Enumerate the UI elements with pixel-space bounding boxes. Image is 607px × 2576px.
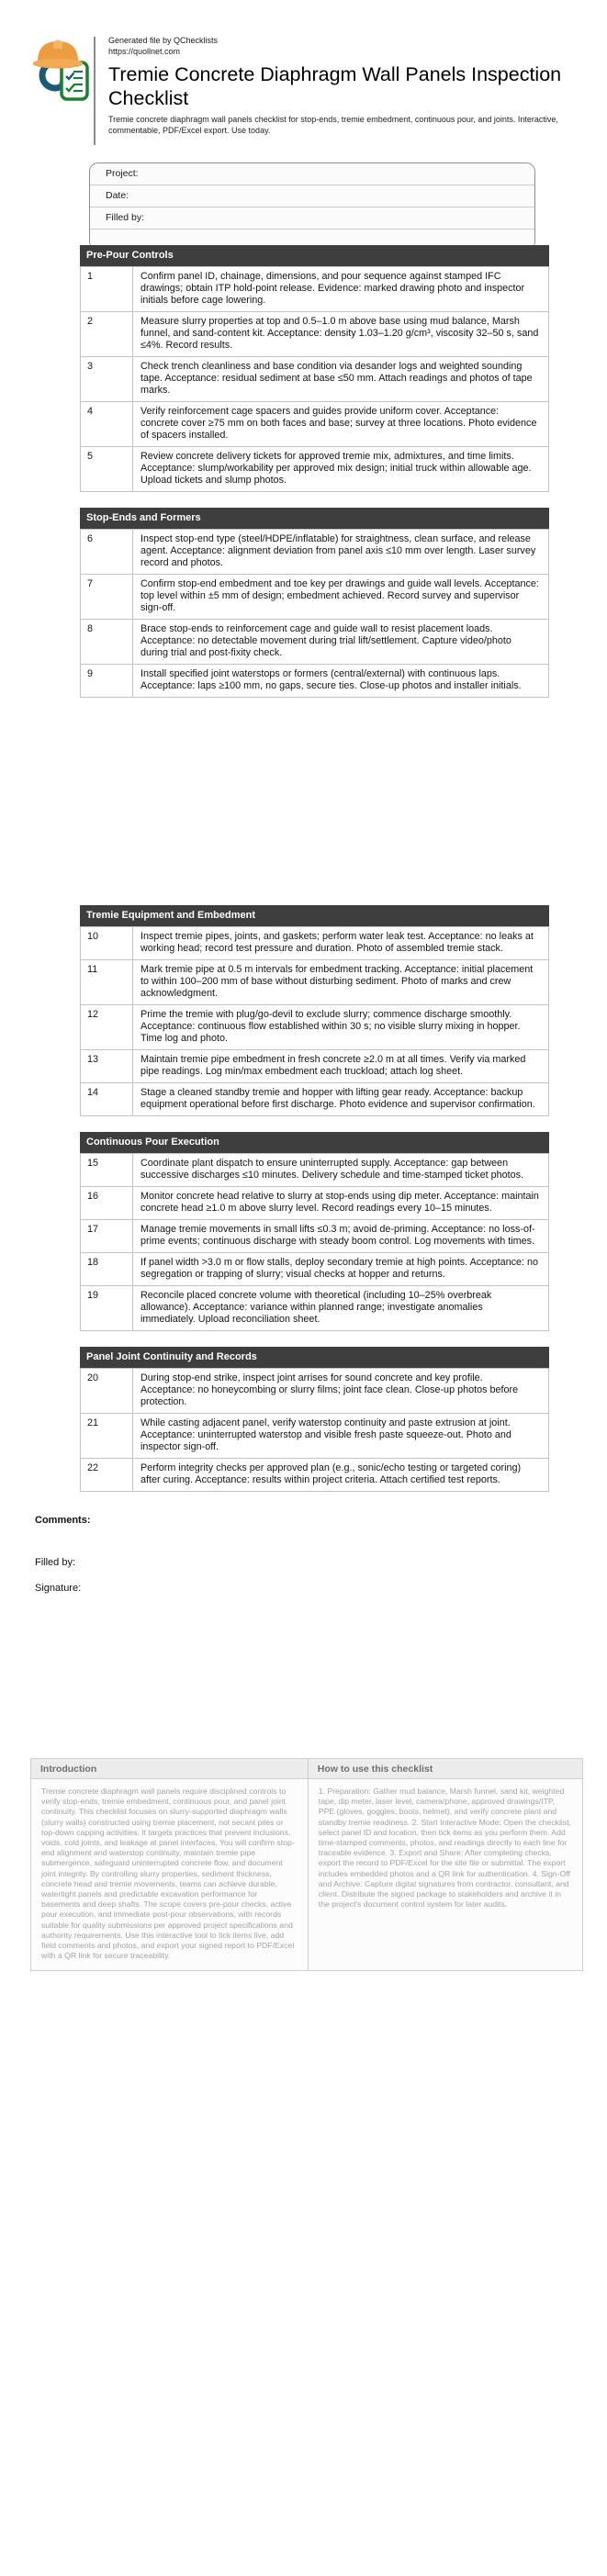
item-text: Manage tremie movements in small lifts ≤0.3 m; avoid de-priming. Acceptance: no loss-of-prime events; continuous discharge with steady boom control. Log movements with times. — [133, 1220, 549, 1253]
item-text: Verify reinforcement cage spacers and guides provide uniform cover. Acceptance: concrete cover ≥75 mm on both faces and base; survey at three locations. Photo evidence of spacers installed. — [133, 402, 549, 447]
info-footer — [30, 1758, 583, 1971]
checklist-row — [81, 1414, 549, 1459]
checklist-row — [81, 1369, 549, 1414]
item-number: 7 — [81, 575, 133, 620]
section-continuous-pour-execution — [80, 1132, 549, 1331]
item-text: Brace stop-ends to reinforcement cage and guide wall to resist placement loads. Acceptance: no detectable movement during trial lift/settlement. Capture video/photo during trial and post-fixity check. — [133, 620, 549, 665]
checklist-row — [81, 1083, 549, 1116]
section-stop-ends-and-formers — [80, 508, 549, 698]
checklist-table — [80, 266, 549, 492]
checklist-row — [81, 267, 549, 312]
checklist-row — [81, 575, 549, 620]
item-number: 10 — [81, 927, 133, 960]
site-url-link[interactable]: https://quollnet.com — [108, 47, 181, 56]
item-text: During stop-end strike, inspect joint arrises for sound concrete and key profile. Acceptance: no honeycombing or slurry films; joint face clean. Close-up photos before protection. — [133, 1369, 549, 1414]
introduction-heading: Introduction — [31, 1759, 308, 1779]
filled-by-label: Filled by: — [35, 1557, 76, 1568]
item-number: 21 — [81, 1414, 133, 1459]
checklist-block-1 — [80, 245, 549, 713]
checklist-row — [81, 357, 549, 402]
checklist-row — [81, 1050, 549, 1083]
section-title-bar: Panel Joint Continuity and Records — [80, 1347, 549, 1368]
item-text: Inspect stop-end type (steel/HDPE/inflatable) for straightness, clean surface, and release agent. Acceptance: alignment deviation from panel axis ≤10 mm over length. Laser survey record and photos. — [133, 530, 549, 575]
section-tremie-equipment-and-embedment — [80, 905, 549, 1116]
item-number: 22 — [81, 1459, 133, 1492]
checklist-row — [81, 960, 549, 1005]
howto-heading: How to use this checklist — [309, 1759, 582, 1779]
filled-by-field-label: Filled by: — [106, 212, 145, 223]
meta-box — [89, 162, 535, 251]
item-text: Monitor concrete head relative to slurry at stop-ends using dip meter. Acceptance: maintain concrete head ≥1.0 m above slurry level. Record readings every 10–15 minutes. — [133, 1187, 549, 1220]
checklist-table — [80, 1368, 549, 1492]
section-pre-pour-controls — [80, 245, 549, 492]
item-number: 16 — [81, 1187, 133, 1220]
checklist-row — [81, 927, 549, 960]
checklist-block-2 — [80, 905, 549, 1507]
project-field[interactable] — [90, 163, 534, 185]
header-divider — [94, 37, 96, 145]
item-text: Reconcile placed concrete volume with theoretical (including 10–25% overbreak allowance). Acceptance: variance within planned range; investigate anomalies immediately. Upload reconciliation sheet. — [133, 1286, 549, 1331]
item-text: While casting adjacent panel, verify waterstop continuity and paste extrusion at joint. Acceptance: uninterrupted waterstop and visible fresh paste squeeze-out. Photo and inspector sign-off. — [133, 1414, 549, 1459]
item-number: 14 — [81, 1083, 133, 1116]
section-title-bar: Stop-Ends and Formers — [80, 508, 549, 529]
item-text: Stage a cleaned standby tremie and hopper with lifting gear ready. Acceptance: backup equipment operational before first discharge. Photo evidence and supervisor confirmation. — [133, 1083, 549, 1116]
checklist-row — [81, 312, 549, 357]
page-subtitle: Tremie concrete diaphragm wall panels checklist for stop-ends, tremie embedment, continuous pour, and joints. Interactive, commentable, PDF/Excel export. Use today. — [108, 115, 558, 135]
checklist-row — [81, 1459, 549, 1492]
item-text: If panel width >3.0 m or flow stalls, deploy secondary tremie at high points. Acceptance: no segregation or trapping of slurry; visual checks at hopper and returns. — [133, 1253, 549, 1286]
section-panel-joint-continuity-and-records — [80, 1347, 549, 1492]
item-text: Install specified joint waterstops or formers (central/external) with continuous laps. Acceptance: laps ≥100 mm, no gaps, secure ties. Close-up photos and installer initials. — [133, 665, 549, 698]
filled-by-field[interactable] — [90, 207, 534, 230]
item-text: Check trench cleanliness and base condition via desander logs and weighted sounding tape. Acceptance: residual sediment at base ≤50 mm. Attach readings and photos of tape marks. — [133, 357, 549, 402]
checklist-row — [81, 1220, 549, 1253]
checklist-row — [81, 665, 549, 698]
logo-graphic — [32, 35, 91, 105]
howto-text: 1. Preparation: Gather mud balance, Marsh funnel, sand kit, weighted tape, dip meter, laser level, camera/phone, approved drawings/ITP, PPE (gloves, goggles, boots, helmet), and verify concrete plant and standby tremie readiness. 2. Start Interactive Mode: Open the checklist, select panel ID and location, then tick items as you perform them. Add time-stamped comments, photos, and readings directly to each line for traceable evidence. 3. Export and Share: After completing checks, export the record to PDF/Excel for the site file or submittal. The export includes embedded photos and a QR link for authentication. 4. Sign-Off and Archive: Capture digital signatures from contractor, consultant, and client. Distribute the signed package to stakeholders and archive it in the project's document control system for later audits. — [318, 1786, 572, 1910]
introduction-column — [31, 1759, 309, 1970]
checklist-row — [81, 447, 549, 492]
item-number: 11 — [81, 960, 133, 1005]
item-number: 19 — [81, 1286, 133, 1331]
checklist-row — [81, 1005, 549, 1050]
document-header — [32, 35, 586, 145]
checklist-row — [81, 620, 549, 665]
item-text: Confirm stop-end embedment and toe key per drawings and guide wall levels. Acceptance: top level within ±5 mm of design; embedment achieved. Record survey and supervisor sign-off. — [133, 575, 549, 620]
item-number: 18 — [81, 1253, 133, 1286]
item-text: Prime the tremie with plug/go-devil to exclude slurry; commence discharge smoothly. Acceptance: continuous flow established within 30 s; no visible slurry mixing in hopper. Time log and photo. — [133, 1005, 549, 1050]
item-number: 4 — [81, 402, 133, 447]
item-number: 3 — [81, 357, 133, 402]
item-number: 15 — [81, 1154, 133, 1187]
checklist-row — [81, 530, 549, 575]
checklist-table — [80, 1153, 549, 1331]
hard-hat-icon — [33, 40, 83, 69]
date-field-label: Date: — [106, 190, 129, 201]
checklist-table — [80, 926, 549, 1116]
checklist-row — [81, 1187, 549, 1220]
signature-label: Signature: — [35, 1583, 82, 1594]
howto-column — [309, 1759, 582, 1970]
checklist-row — [81, 1286, 549, 1331]
generated-by-line: Generated file by QChecklists — [108, 36, 219, 45]
item-text: Inspect tremie pipes, joints, and gaskets; perform water leak test. Acceptance: no leaks at working head; record test pressure and duration. Photo of assembled tremie stack. — [133, 927, 549, 960]
item-number: 1 — [81, 267, 133, 312]
item-text: Review concrete delivery tickets for approved tremie mix, admixtures, and time limits. Acceptance: slump/workability per approved mix design; initial truck within allowable age. Upload tickets and slump photos. — [133, 447, 549, 492]
item-number: 5 — [81, 447, 133, 492]
item-text: Maintain tremie pipe embedment in fresh concrete ≥2.0 m at all times. Verify via marked pipe readings. Log min/max embedment each truckload; attach log sheet. — [133, 1050, 549, 1083]
item-number: 2 — [81, 312, 133, 357]
comments-label: Comments: — [35, 1515, 91, 1526]
item-text: Perform integrity checks per approved plan (e.g., sonic/echo testing or targeted coring) after curing. Acceptance: results within project criteria. Attach certified test reports. — [133, 1459, 549, 1492]
section-title-bar: Tremie Equipment and Embedment — [80, 905, 549, 926]
date-field[interactable] — [90, 185, 534, 207]
checklist-row — [81, 1253, 549, 1286]
item-number: 13 — [81, 1050, 133, 1083]
qchecklists-logo — [32, 35, 91, 105]
item-text: Confirm panel ID, chainage, dimensions, and pour sequence against stamped IFC drawings; obtain ITP hold-point release. Evidence: marked drawing photo and inspector initials before cage lowering. — [133, 267, 549, 312]
item-number: 8 — [81, 620, 133, 665]
item-number: 9 — [81, 665, 133, 698]
item-text: Mark tremie pipe at 0.5 m intervals for embedment tracking. Acceptance: initial placement to within 100–200 mm of base without disturbing sediment. Photo of marks and crew acknowledgment. — [133, 960, 549, 1005]
section-title-bar: Continuous Pour Execution — [80, 1132, 549, 1153]
item-number: 12 — [81, 1005, 133, 1050]
checklist-table — [80, 529, 549, 698]
item-text: Coordinate plant dispatch to ensure uninterrupted supply. Acceptance: gap between successive discharges ≤10 minutes. Delivery schedule and time-stamped ticket photos. — [133, 1154, 549, 1187]
checklist-row — [81, 1154, 549, 1187]
item-text: Measure slurry properties at top and 0.5–1.0 m above base using mud balance, Marsh funnel, and sand-content kit. Acceptance: density 1.03–1.20 g/cm³, viscosity 32–50 s, sand ≤4%. Record results. — [133, 312, 549, 357]
item-number: 20 — [81, 1369, 133, 1414]
introduction-text: Tremie concrete diaphragm wall panels require disciplined controls to verify stop-ends, tremie embedment, continuous pour, and panel joint continuity. This checklist focuses on slurry-supported diaphragm walls (slurry walls) constructed using tremie placement, not secant piles or top-down capping activities. It targets practices that prevent inclusions, voids, cold joints, and leakage at panel interfaces. You will confirm stop-end alignment and waterstop continuity, maintain tremie pipe submergence, safeguard uninterrupted concrete flow, and document joint integrity. By controlling slurry properties, sediment thickness, concrete head and tremie movements, teams can achieve durable, watertight panels and predictable excavation performance for basements and deep shafts. The scope covers pre-pour checks, active pour execution, and immediate post-pour observations, with records suitable for quality submissions per approved project specifications and authority requirements. Use this interactive tool to tick items live, add field comments and photos, and export your signed report to PDF/Excel with a QR link for secure traceability. — [41, 1786, 295, 1961]
checklist-row — [81, 402, 549, 447]
section-title-bar: Pre-Pour Controls — [80, 245, 549, 266]
project-field-label: Project: — [106, 168, 139, 179]
item-number: 17 — [81, 1220, 133, 1253]
item-number: 6 — [81, 530, 133, 575]
page-title: Tremie Concrete Diaphragm Wall Panels Inspection Checklist — [108, 63, 562, 109]
